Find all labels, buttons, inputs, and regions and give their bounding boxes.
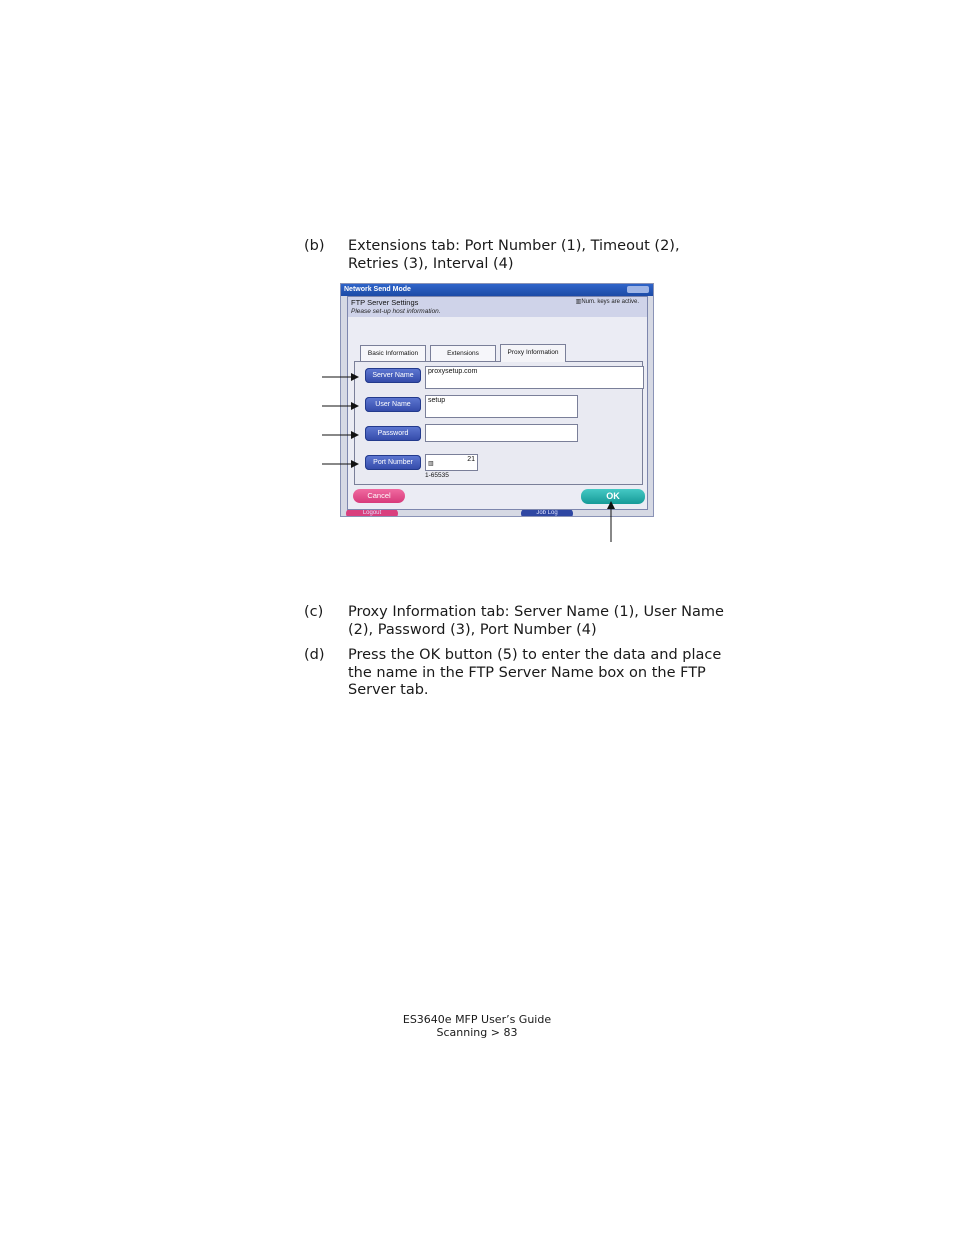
step-c-label: (c) (304, 604, 324, 620)
step-d-text: Press the OK button (5) to enter the data and place the name in the FTP Server Name box on the FTP Server tab. (348, 647, 722, 698)
num-keys-note: ▥Num. keys are active. (575, 299, 639, 305)
window-titlebar (341, 284, 654, 296)
dialog-subtitle: Please set-up host information. (351, 308, 441, 315)
step-d-label: (d) (304, 647, 325, 663)
step-b-label: (b) (304, 238, 325, 254)
dialog-title: FTP Server Settings (351, 298, 419, 307)
keypad-icon: ▥ (428, 461, 434, 467)
server-name-button[interactable]: Server Name (365, 368, 421, 383)
job-log-button[interactable]: Job Log (521, 508, 573, 517)
password-button[interactable]: Password (365, 426, 421, 441)
step-c-text: Proxy Information tab: Server Name (1), User Name (2), Password (3), Port Number (4) (348, 604, 724, 638)
user-name-input[interactable]: setup (425, 395, 578, 418)
ftp-settings-screenshot (340, 283, 654, 517)
ftp-server-dialog (347, 296, 648, 510)
tab-proxy-information[interactable]: Proxy Information (500, 344, 566, 362)
cancel-button[interactable]: Cancel (353, 489, 405, 503)
port-number-value: 21 (467, 456, 475, 463)
proxy-information-panel (354, 361, 643, 485)
keypad-icon: ▥ (575, 299, 582, 305)
port-number-range: 1-65535 (425, 472, 449, 479)
footer-guide-title: ES3640e MFP User’s Guide (402, 1013, 552, 1026)
ok-button[interactable]: OK (581, 489, 645, 504)
step-b-text: Extensions tab: Port Number (1), Timeout (2), Retries (3), Interval (4) (348, 238, 680, 272)
port-number-button[interactable]: Port Number (365, 455, 421, 470)
tab-basic-information[interactable]: Basic Information (360, 345, 426, 361)
user-name-button[interactable]: User Name (365, 397, 421, 412)
tab-extensions[interactable]: Extensions (430, 345, 496, 361)
window-title: Network Send Mode (344, 286, 411, 293)
server-name-input[interactable]: proxysetup.com (425, 366, 644, 389)
port-number-input[interactable] (425, 454, 478, 471)
logout-button[interactable]: Logout (346, 508, 398, 517)
dialog-header (348, 297, 647, 317)
footer-page-ref: Scanning > 83 (436, 1026, 518, 1039)
titlebar-close-icon (627, 286, 649, 293)
password-input[interactable] (425, 424, 578, 442)
